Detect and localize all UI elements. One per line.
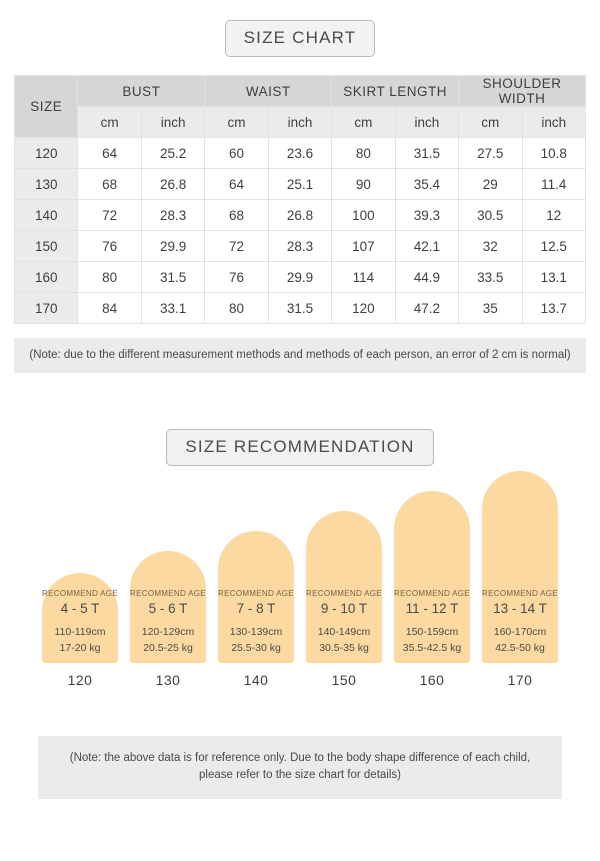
recommendation-bar [218, 531, 294, 663]
table-row [15, 200, 586, 231]
table-unit-bust-inch: inch [141, 107, 204, 138]
table-header-shoulder-width: SHOULDER WIDTH [459, 76, 586, 107]
cell-bust-inch: 26.8 [141, 169, 204, 200]
cell-shoulder-inch: 12.5 [522, 231, 586, 262]
table-row [15, 138, 586, 169]
recommend-size-label: 170 [507, 672, 533, 688]
recommend-weight: 20.5-25 kg [143, 642, 193, 654]
recommend-weight: 30.5-35 kg [319, 642, 369, 654]
table-row [15, 169, 586, 200]
recommendation-item-170 [482, 471, 558, 688]
size-recommendation-note-line2: please refer to the size chart for details) [199, 769, 401, 781]
cell-skirt-inch: 39.3 [395, 200, 458, 231]
cell-waist-cm: 68 [205, 200, 268, 231]
table-header-skirt-length: SKIRT LENGTH [332, 76, 459, 107]
size-recommendation-title-wrap [0, 429, 600, 466]
recommend-age-caption: RECOMMEND AGE [482, 589, 558, 598]
size-recommendation-title: SIZE RECOMMENDATION [166, 429, 433, 466]
cell-bust-cm: 64 [78, 138, 141, 169]
cell-bust-inch: 31.5 [141, 262, 204, 293]
cell-bust-cm: 72 [78, 200, 141, 231]
recommend-weight: 35.5-42.5 kg [402, 642, 462, 654]
recommend-weight: 42.5-50 kg [495, 642, 545, 654]
recommend-size-label: 150 [331, 672, 357, 688]
recommend-age-value: 5 - 6 T [148, 601, 188, 616]
recommend-age-caption: RECOMMEND AGE [306, 589, 382, 598]
cell-skirt-inch: 31.5 [395, 138, 458, 169]
cell-waist-cm: 60 [205, 138, 268, 169]
recommendation-item-140 [218, 531, 294, 688]
table-row [15, 293, 586, 324]
recommend-height: 110-119cm [54, 626, 106, 638]
cell-skirt-inch: 47.2 [395, 293, 458, 324]
cell-bust-cm: 68 [78, 169, 141, 200]
recommendation-row [14, 488, 586, 688]
recommendation-item-120 [42, 573, 118, 688]
table-header-bust: BUST [78, 76, 205, 107]
recommend-size-label: 160 [419, 672, 445, 688]
size-recommendation-chart [0, 488, 600, 718]
recommend-weight: 17-20 kg [59, 642, 101, 654]
table-header-row-groups [15, 76, 586, 107]
table-header-waist: WAIST [205, 76, 332, 107]
cell-waist-inch: 31.5 [268, 293, 331, 324]
cell-waist-inch: 28.3 [268, 231, 331, 262]
row-size-label: 160 [15, 262, 78, 293]
cell-shoulder-inch: 13.7 [522, 293, 586, 324]
size-chart-table-wrap [14, 75, 586, 324]
cell-skirt-inch: 42.1 [395, 231, 458, 262]
cell-shoulder-cm: 35 [459, 293, 522, 324]
recommend-weight: 25.5-30 kg [231, 642, 281, 654]
recommendation-item-150 [306, 511, 382, 688]
cell-shoulder-inch: 12 [522, 200, 586, 231]
recommend-age-caption: RECOMMEND AGE [42, 589, 118, 598]
recommend-height: 160-170cm [493, 626, 547, 638]
recommend-height: 150-159cm [405, 626, 459, 638]
cell-waist-cm: 80 [205, 293, 268, 324]
recommend-age-caption: RECOMMEND AGE [130, 589, 206, 598]
row-size-label: 140 [15, 200, 78, 231]
table-header-size: SIZE [15, 76, 78, 138]
cell-bust-cm: 76 [78, 231, 141, 262]
cell-shoulder-inch: 10.8 [522, 138, 586, 169]
table-unit-skirt-inch: inch [395, 107, 458, 138]
cell-shoulder-cm: 29 [459, 169, 522, 200]
row-size-label: 120 [15, 138, 78, 169]
cell-waist-inch: 23.6 [268, 138, 331, 169]
size-chart-title: SIZE CHART [225, 20, 376, 57]
table-unit-bust-cm: cm [78, 107, 141, 138]
recommend-height: 140-149cm [317, 626, 371, 638]
cell-bust-inch: 25.2 [141, 138, 204, 169]
cell-bust-inch: 29.9 [141, 231, 204, 262]
recommend-age-value: 13 - 14 T [493, 601, 547, 616]
table-unit-waist-inch: inch [268, 107, 331, 138]
table-unit-waist-cm: cm [205, 107, 268, 138]
recommend-age-value: 9 - 10 T [320, 601, 368, 616]
recommendation-bar [42, 573, 118, 663]
cell-shoulder-cm: 27.5 [459, 138, 522, 169]
recommend-height: 130-139cm [229, 626, 283, 638]
row-size-label: 150 [15, 231, 78, 262]
cell-skirt-inch: 44.9 [395, 262, 458, 293]
recommendation-bar [394, 491, 470, 663]
cell-waist-inch: 26.8 [268, 200, 331, 231]
cell-skirt-cm: 100 [332, 200, 395, 231]
cell-skirt-cm: 90 [332, 169, 395, 200]
recommendation-bar [306, 511, 382, 663]
size-recommendation-note-line1: (Note: the above data is for reference only. Due to the body shape difference of each child, [69, 752, 531, 764]
cell-skirt-cm: 120 [332, 293, 395, 324]
cell-shoulder-inch: 13.1 [522, 262, 586, 293]
row-size-label: 170 [15, 293, 78, 324]
cell-skirt-cm: 107 [332, 231, 395, 262]
table-unit-shoulder-inch: inch [522, 107, 586, 138]
cell-shoulder-cm: 33.5 [459, 262, 522, 293]
cell-skirt-cm: 114 [332, 262, 395, 293]
cell-waist-inch: 25.1 [268, 169, 331, 200]
cell-shoulder-cm: 30.5 [459, 200, 522, 231]
cell-shoulder-inch: 11.4 [522, 169, 586, 200]
cell-waist-cm: 72 [205, 231, 268, 262]
cell-bust-cm: 84 [78, 293, 141, 324]
cell-waist-cm: 76 [205, 262, 268, 293]
recommendation-item-130 [130, 551, 206, 688]
table-row [15, 231, 586, 262]
cell-waist-cm: 64 [205, 169, 268, 200]
cell-bust-inch: 33.1 [141, 293, 204, 324]
cell-skirt-cm: 80 [332, 138, 395, 169]
cell-shoulder-cm: 32 [459, 231, 522, 262]
size-chart-title-wrap [0, 20, 600, 57]
recommend-size-label: 140 [243, 672, 269, 688]
cell-waist-inch: 29.9 [268, 262, 331, 293]
recommend-age-caption: RECOMMEND AGE [394, 589, 470, 598]
recommend-size-label: 130 [155, 672, 181, 688]
recommend-age-value: 4 - 5 T [60, 601, 100, 616]
cell-bust-cm: 80 [78, 262, 141, 293]
table-row [15, 262, 586, 293]
recommend-age-caption: RECOMMEND AGE [218, 589, 294, 598]
size-chart-note: (Note: due to the different measurement methods and methods of each person, an error of 2 cm is normal) [14, 338, 586, 373]
row-size-label: 130 [15, 169, 78, 200]
recommend-age-value: 7 - 8 T [236, 601, 276, 616]
table-unit-shoulder-cm: cm [459, 107, 522, 138]
table-unit-skirt-cm: cm [332, 107, 395, 138]
recommendation-bar [482, 471, 558, 663]
cell-bust-inch: 28.3 [141, 200, 204, 231]
recommendation-bar [130, 551, 206, 663]
recommend-size-label: 120 [67, 672, 93, 688]
recommend-height: 120-129cm [141, 626, 195, 638]
size-chart-table [14, 75, 586, 324]
recommendation-item-160 [394, 491, 470, 688]
table-header-row-units [15, 107, 586, 138]
cell-skirt-inch: 35.4 [395, 169, 458, 200]
recommend-age-value: 11 - 12 T [405, 601, 459, 616]
size-recommendation-note [38, 736, 562, 799]
